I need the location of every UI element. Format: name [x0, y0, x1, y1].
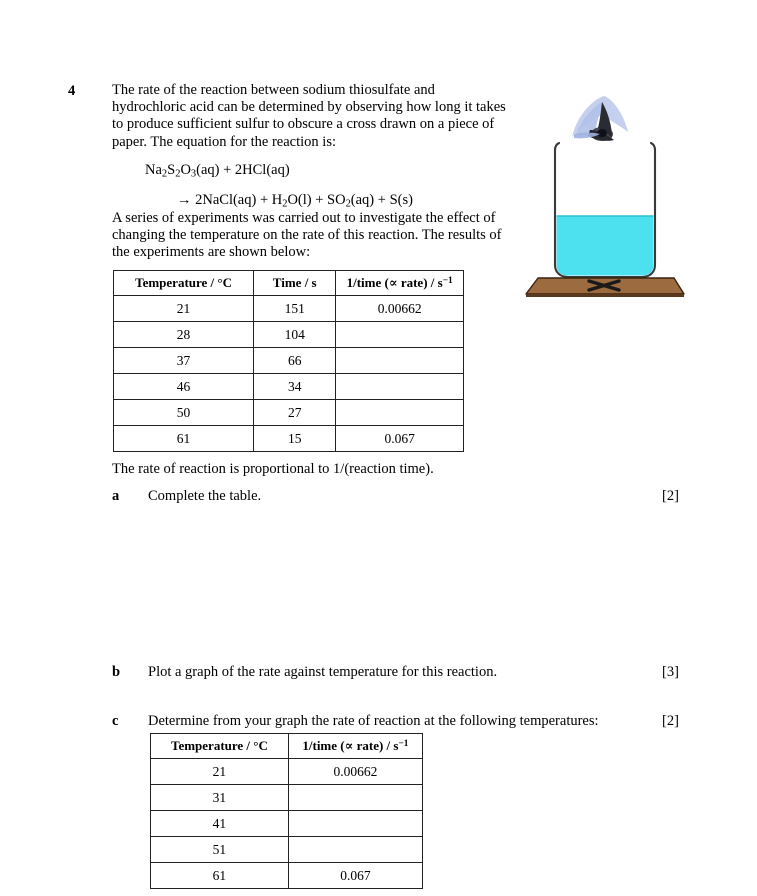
part-c-letter: c	[112, 713, 119, 729]
estimates-table	[150, 733, 423, 889]
table-header-row	[114, 271, 464, 296]
cell-temperature: 50	[114, 400, 254, 426]
cell-temperature: 37	[114, 348, 254, 374]
cell-rate[interactable]	[288, 785, 422, 811]
eye-icon	[572, 96, 628, 141]
table-row	[151, 811, 423, 837]
table-row	[114, 374, 464, 400]
cell-rate[interactable]	[336, 322, 464, 348]
cell-rate[interactable]	[336, 348, 464, 374]
column-header-time: Time / s	[254, 271, 336, 296]
column-header-temperature: Temperature / °C	[114, 271, 254, 296]
beaker-icon	[555, 143, 655, 277]
cell-temperature: 21	[114, 296, 254, 322]
results-table-body	[114, 296, 464, 452]
cell-time: 104	[254, 322, 336, 348]
equation-line-1: $Na_2S_2O_3(aq) + 2HCl(aq)$	[145, 162, 290, 180]
table-row	[114, 322, 464, 348]
cell-temperature: 21	[151, 759, 289, 785]
cell-time: 27	[254, 400, 336, 426]
cell-time: 66	[254, 348, 336, 374]
cell-time: 34	[254, 374, 336, 400]
part-b-letter: b	[112, 664, 121, 680]
cell-temperature: 46	[114, 374, 254, 400]
cell-rate[interactable]: 0.00662	[336, 296, 464, 322]
cell-temperature: 51	[151, 837, 289, 863]
cell-rate[interactable]: 0.00662	[288, 759, 422, 785]
table-row	[114, 400, 464, 426]
question-number: 4	[68, 83, 76, 99]
table-row	[151, 863, 423, 889]
part-c-text: Determine from your graph the rate of reaction at the following temperatures:	[148, 713, 599, 729]
cell-temperature: 41	[151, 811, 289, 837]
table-row	[114, 348, 464, 374]
cell-temperature: 28	[114, 322, 254, 348]
table-row	[151, 759, 423, 785]
cell-temperature: 61	[151, 863, 289, 889]
table-header-row	[151, 734, 423, 759]
part-b-marks: [3]	[662, 664, 679, 680]
part-a-text: Complete the table.	[148, 488, 262, 504]
apparatus-diagram	[516, 82, 696, 297]
chemical-equation	[145, 162, 413, 213]
cell-rate[interactable]	[288, 837, 422, 863]
cell-rate[interactable]	[288, 811, 422, 837]
column-header-rate: 1/time (∝ rate) / $s^{-1}$	[288, 734, 422, 759]
part-c-marks: [2]	[662, 713, 679, 729]
cell-rate[interactable]	[336, 374, 464, 400]
results-table	[113, 270, 464, 452]
cell-rate[interactable]: 0.067	[288, 863, 422, 889]
cell-temperature: 31	[151, 785, 289, 811]
experiment-description-text: A series of experiments was carried out to investigate the effect of changing the temperature on the rate of this reaction. The results of the experiments are shown below:	[112, 210, 502, 261]
estimates-table-body	[151, 759, 423, 889]
equation-line-2: → 2NaCl(aq) + $H_2O(l) + SO_2(aq) + S(s)$	[177, 192, 413, 210]
table-row	[114, 426, 464, 452]
beaker-liquid	[557, 216, 654, 276]
part-b-text: Plot a graph of the rate against temperature for this reaction.	[148, 664, 498, 680]
column-header-temperature: Temperature / °C	[151, 734, 289, 759]
cell-rate[interactable]	[336, 400, 464, 426]
table-row	[151, 785, 423, 811]
part-a-letter: a	[112, 488, 120, 504]
cell-rate[interactable]: 0.067	[336, 426, 464, 452]
table-row	[114, 296, 464, 322]
table-row	[151, 837, 423, 863]
cell-temperature: 61	[114, 426, 254, 452]
cell-time: 151	[254, 296, 336, 322]
proportionality-note: The rate of reaction is proportional to 1/(reaction time).	[112, 461, 434, 477]
part-a-marks: [2]	[662, 488, 679, 504]
cross-card-board	[526, 278, 684, 297]
cell-time: 15	[254, 426, 336, 452]
column-header-rate: 1/time (∝ rate) / $s^{-1}$	[336, 271, 464, 296]
question-intro-text: The rate of the reaction between sodium thiosulfate and hydrochloric acid can be determined by observing how long it takes to produce sufficient sulfur to obscure a cross drawn on a piece of paper. The equation for the reaction is:	[112, 82, 506, 150]
